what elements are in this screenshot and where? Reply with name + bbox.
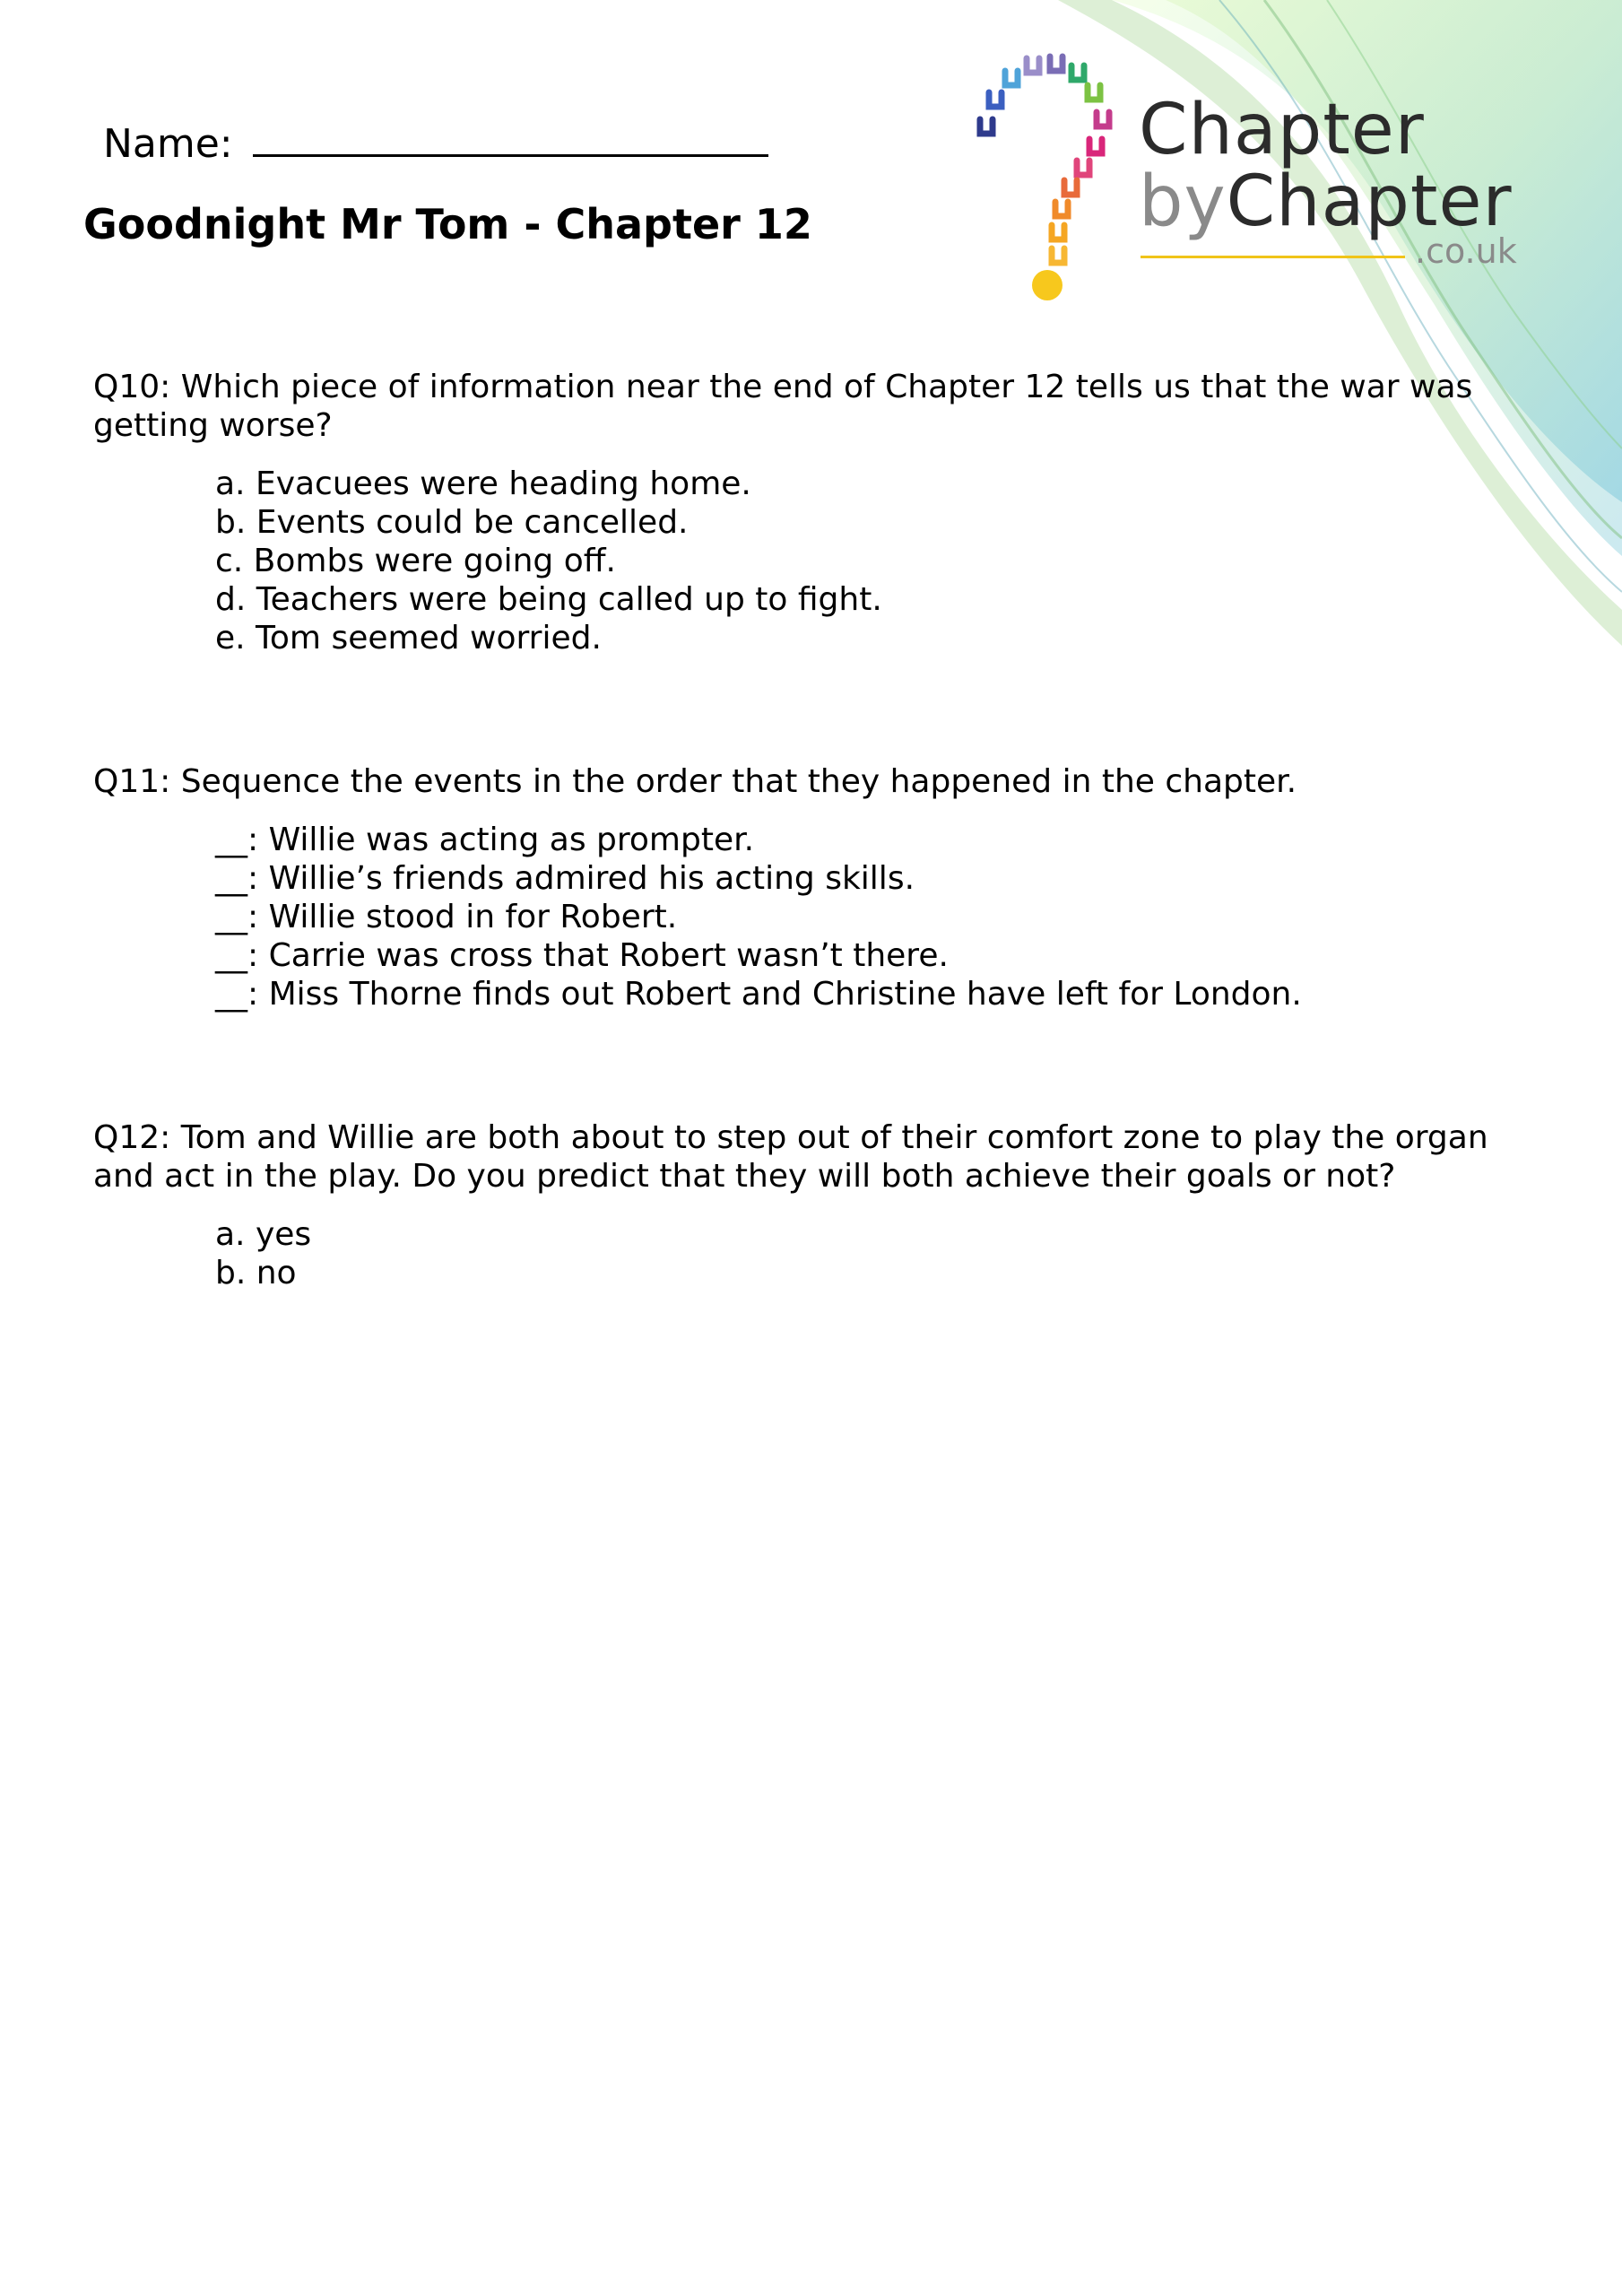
question-12 [93,1118,1546,1292]
options-list [215,821,1546,1013]
option-item[interactable]: a. Evacuees were heading home. [215,465,751,502]
sequence-item[interactable]: __: Willie stood in for Robert. [215,899,678,935]
options-list [215,465,1546,657]
question-text: Q11: Sequence the events in the order that they happened in the chapter. [93,763,1297,800]
logo-underline [1141,256,1405,258]
question-11 [93,762,1546,1013]
sequence-item[interactable]: __: Carrie was cross that Robert wasn’t there. [215,937,949,974]
chapter-by-chapter-logo [964,49,1538,318]
page-title: Goodnight Mr Tom - Chapter 12 [83,200,812,248]
question-mark-books-icon [964,49,1134,318]
option-item[interactable]: a. yes [215,1216,312,1253]
question-10 [93,368,1546,657]
sequence-item[interactable]: __: Miss Thorne finds out Robert and Christine have left for London. [215,976,1302,1013]
options-list [215,1215,1546,1292]
question-text: Q12: Tom and Willie are both about to step out of their comfort zone to play the organ and act in the play. Do you predict that they will both achieve their goals or not? [93,1119,1488,1195]
option-item[interactable]: b. Events could be cancelled. [215,504,689,541]
option-item[interactable]: e. Tom seemed worried. [215,620,602,657]
name-label: Name: [103,121,233,167]
logo-word-chapter: Chapter [1139,90,1425,170]
logo-word-bychapter [1139,161,1513,242]
logo-domain: .co.uk [1415,231,1517,271]
logo-word-chapter-2: Chapter [1226,161,1513,242]
name-field-row [103,115,768,167]
option-item[interactable]: c. Bombs were going off. [215,543,616,579]
question-text: Q10: Which piece of information near the end of Chapter 12 tells us that the war was getting worse? [93,369,1473,444]
option-item[interactable]: d. Teachers were being called up to fight. [215,581,882,618]
sequence-item[interactable]: __: Willie was acting as prompter. [215,822,755,858]
name-input-line[interactable] [253,115,768,157]
sequence-item[interactable]: __: Willie’s friends admired his acting skills. [215,860,915,897]
logo-word-by: by [1139,161,1227,242]
option-item[interactable]: b. no [215,1255,297,1292]
